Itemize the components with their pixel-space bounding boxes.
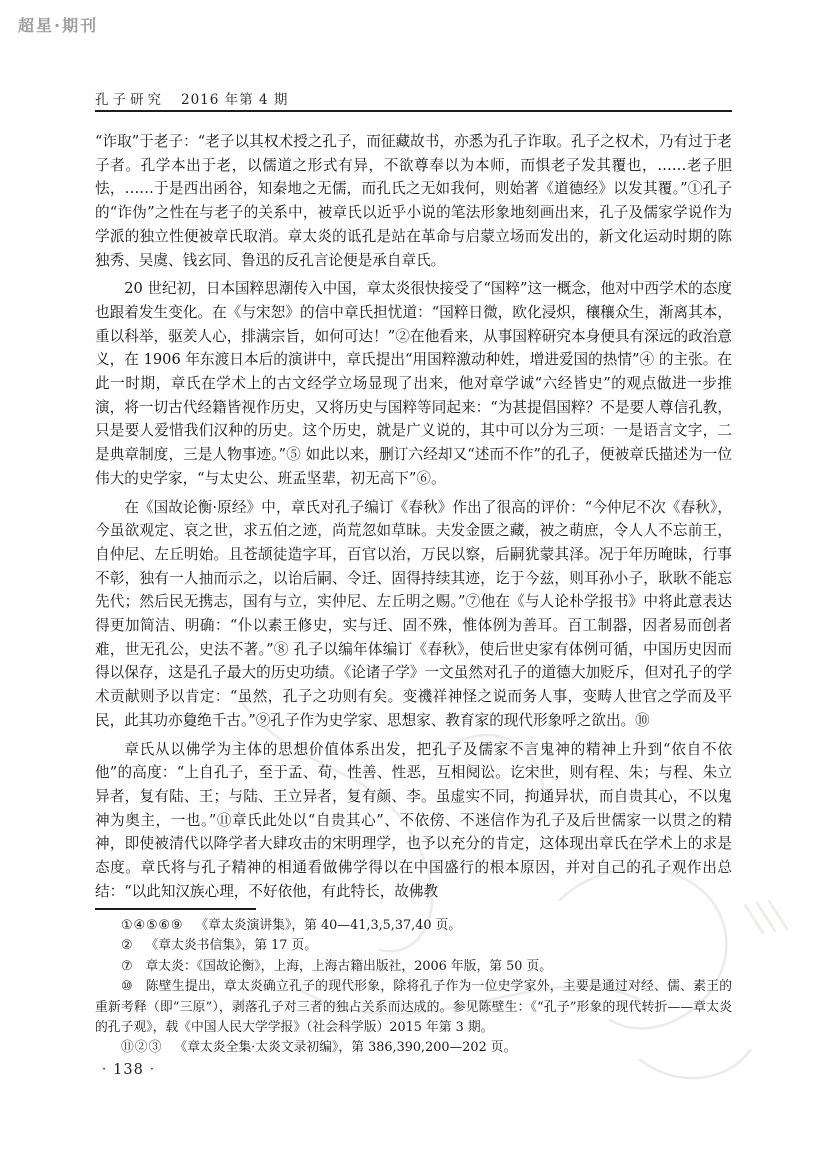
footnote	[95, 957, 732, 977]
running-header	[95, 88, 732, 108]
paragraph-1: “诈取”于老子：“老子以其权术授之孔子，而征藏故书，亦悉为孔子诈取。孔子之权术，乃有过于老子者。孔学本出于老，以儒道之形式有异，不欲尊奉以为本师，而惧老子发其覆也，……老子胆怯，……于是西出函谷，知秦地之无儒，而孔氏之无如我何，则始著《道德经》以发其覆。”①孔子的“诈伪”之性在与老子的关系中，被章氏以近乎小说的笔法形象地刻画出来，孔子及儒家学说作为学派的独立性便被章氏取消。章太炎的诋孔是站在革命与启蒙立场而发出的，新文化运动时期的陈独秀、吴虞、钱玄同、鲁迅的反孔言论便是承自章氏。	[95, 133, 732, 269]
paragraph-2: 20 世纪初，日本国粹思潮传入中国，章太炎很快接受了“国粹”这一概念，他对中西学术的态度也跟着发生变化。在《与宋恕》的信中章氏担忧道：“国粹日微，欧化浸炽，穰穰众生，渐离其本，重以科举，驱羑人心，排满宗旨，如何可达！”②在他看来，从事国粹研究本身便具有深远的政治意义，在 1906 年东渡日本后的演讲中，章氏提出“用国粹激动种姓，增进爱国的热情”④ 的主张。在此一时期，章氏在学术上的古文经学立场显现了出来，他对章学诚“六经皆史”的观点做进一步推演，将一切古代经籍皆视作历史，又将历史与国粹等同起来：“为甚提倡国粹？不是要人尊信孔教，只是要人爱惜我们汉种的历史。这个历史，就是广义说的，其中可以分为三项：一是语言文字，二是典章制度，三是人物事迹。”⑤ 如此以来，删订六经却又“述而不作”的孔子，便被章氏描述为一位伟大的史学家，“与太史公、班孟坚辈，初无高下”⑥。	[95, 280, 732, 487]
page-number-value: 138	[113, 1062, 144, 1078]
footnote-text: 《章太炎演讲集》，第 40—41,3,5,37,40 页。	[195, 918, 462, 933]
journal-title: 孔子研究	[95, 92, 165, 108]
page-number-dot-left: ·	[102, 1062, 108, 1077]
article-body	[95, 130, 732, 909]
chaoxing-journal-logo: 超星·期刊	[18, 16, 99, 35]
paragraph-4: 章氏从以佛学为主体的思想价值体系出发，把孔子及儒家不言鬼神的精神上升到“依自不依他”的高度：“上自孔子，至于孟、荀，性善、性恶，互相阋讼。讫宋世，则有程、朱；与程、朱立异者，复有陆、王；与陆、王立异者，复有颜、李。虽虚实不同，拘通异状，而自贵其心，不以鬼神为奥主，一也。”⑪章氏此处以“自贵其心”、不依傍、不迷信作为孔子及后世儒家一以贯之的精神，即使被清代以降学者大肆攻击的宋明理学，也予以充分的肯定，这体现出章氏在学术上的求是态度。章氏将与孔子精神的相通看做佛学得以在中国盛行的根本原因，并对自己的孔子观作出总结：“以此知汉族心理，不好依他，有此特长，故佛教	[95, 740, 732, 900]
footnote-marker: ⑪②③	[121, 1040, 163, 1056]
footnotes-block	[95, 916, 732, 1059]
paragraph-3: 在《国故论衡·原经》中，章氏对孔子编订《春秋》作出了很高的评价：“今仲尼不次《春秋》，今虽欲观定、哀之世，求五伯之迹，尚荒忽如草昧。夫发金匮之藏，被之萌庶，令人人不忘前王，自仲尼、左丘明始。且苍颉徒造字耳，百官以治，万民以察，后嗣犹蒙其泽。况于年历晻昧，行事不彰，独有一人抽而示之，以诒后嗣、令迁、固得持续其迹，讫于今兹，则耳孙小子，耿耿不能忘先代；然后民无携志，国有与立，实仲尼、左丘明之赐。”⑦他在《与人论朴学报书》中将此意表达得更加简洁、明确：“仆以素王修史，实与迁、固不殊，惟体例为善耳。百工制器，因者易而创者难，世无孔公，史法不著。”⑧ 孔子以编年体编订《春秋》，使后世史家有体例可循，中国历史因而得以保存，这是孔子最大的历史功绩。《论诸子学》一文虽然对孔子的道德大加贬斥，但对孔子的学术贡献则予以肯定：“虽然，孔子之功则有矣。变禨祥神怪之说而务人事，变畴人世官之学而及平民，此其功亦敻绝千古。”⑨孔子作为史学家、思想家、教育家的现代形象呼之欲出。⑩	[95, 498, 732, 729]
footnote-text: 陈壁生提出，章太炎确立孔子的现代形象，除将孔子作为一位史学家外，主要是通过对经、儒、素王的重新考释（即“三原”），剥落孔子对三者的独占关系而达成的。参见陈壁生：《“孔子”形象的现代转折——章太炎的孔子观》，载《中国人民大学学报》（社会科学版）2015 年第 3 期。	[95, 979, 732, 1036]
footnote-text: 章太炎：《国故论衡》，上海，上海古籍出版社，2006 年版，第 50 页。	[145, 958, 553, 974]
footnote-text: 《章太炎全集·太炎文录初编》，第 386,390,200—202 页。	[174, 1040, 517, 1056]
footnote	[95, 1038, 732, 1058]
page-number	[96, 1062, 161, 1078]
footnote-marker: ①④⑤⑥⑨	[121, 918, 184, 933]
footnote-marker: ②	[121, 938, 134, 954]
issue-label: 2016 年第 4 期	[181, 92, 289, 108]
footnote-marker: ⑩	[121, 979, 134, 995]
footnote	[95, 977, 732, 1038]
page-number-dot-right: ·	[149, 1062, 155, 1077]
footnote	[95, 916, 732, 936]
footnote-text: 《章太炎书信集》，第 17 页。	[145, 938, 318, 954]
footnote-marker: ⑦	[121, 958, 134, 974]
header-rule	[95, 110, 732, 112]
footnote-separator-rule	[95, 908, 256, 910]
footnote	[95, 936, 732, 956]
